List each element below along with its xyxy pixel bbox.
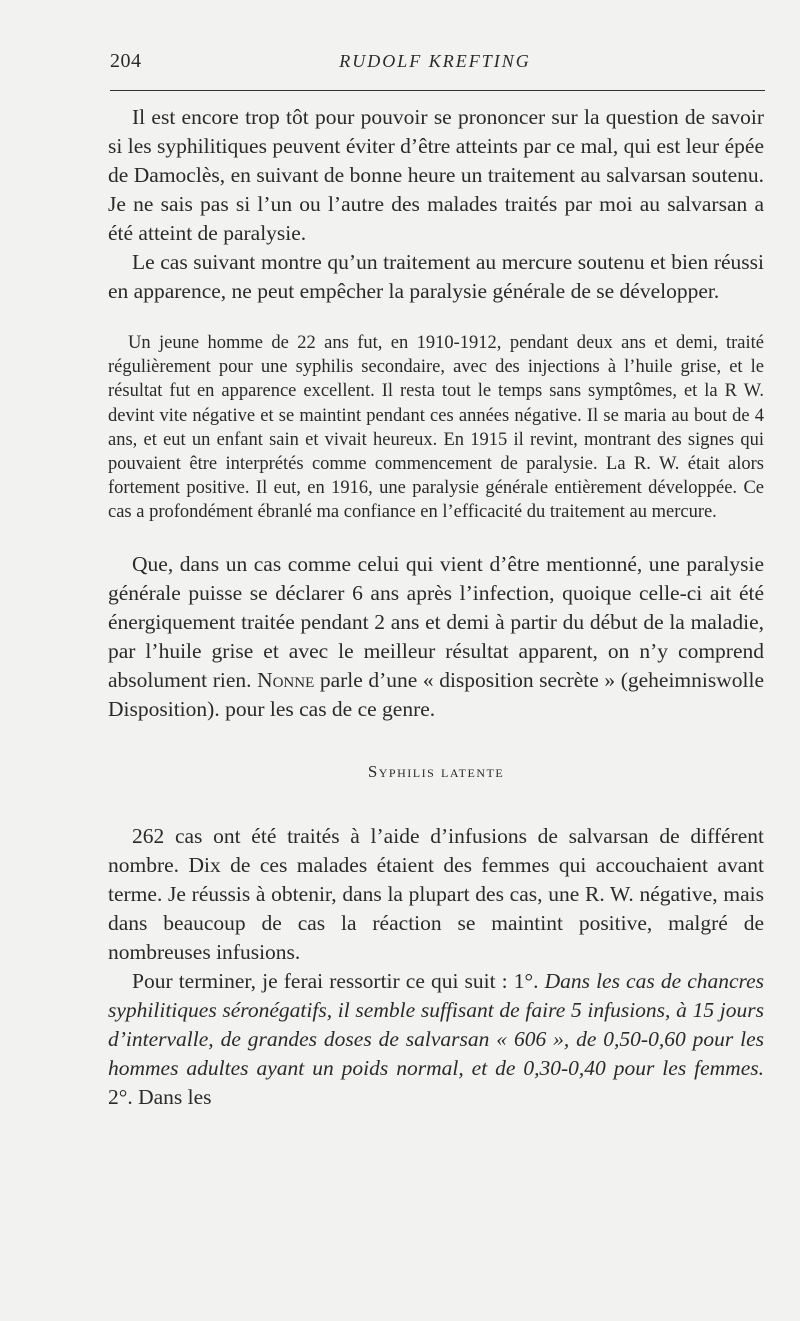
paragraph-1: Il est encore trop tôt pour pouvoir se prononcer sur la question de savoir si les syphilitiques peuvent éviter d’être atteints par ce mal, qui est leur épée de Damoclès, en suivant de bonne heure un traitement au salvarsan soutenu. Je ne sais pas si l’un ou l’autre des malades traités par moi au salvarsan a été atteint de paralysie.	[108, 105, 764, 245]
paragraph-5-italic: Dans les cas de chancres syphilitiques séronégatifs, il semble suffisant de faire 5 infusions, à 15 jours d’intervalle, de grandes doses de salvarsan « 606 », de 0,50-0,60 pour les hommes adultes ayant un poids normal, et de 0,30-0,40 pour les femmes.	[108, 968, 765, 1080]
paragraph-3-end: parle d’une « disposition secrète » (geheimniswolle Disposition). pour les cas de ce genre.	[108, 667, 765, 721]
section-title: Syphilis latente	[367, 761, 505, 781]
paragraph-5-start: Pour terminer, je ferai ressortir ce qui suit : 1°.	[132, 968, 539, 993]
header-rule	[110, 90, 765, 91]
page-body	[108, 103, 764, 1112]
paragraph-3	[108, 550, 764, 724]
page-number: 204	[110, 50, 142, 72]
paragraph-5	[108, 967, 764, 1112]
running-header: RUDOLF KREFTING	[339, 51, 531, 71]
paragraph-4: 262 cas ont été traités à l’aide d’infusions de salvarsan de différent nombre. Dix de ces malades étaient des femmes qui accouchaient avant terme. Je réussis à obtenir, dans la plupart des cas, une R. W. négative, mais dans beaucoup de cas la réaction se maintint positive, malgré de nombreuses infusions.	[108, 823, 764, 964]
author-name-nonne: Nonne	[257, 667, 315, 692]
case-report: Un jeune homme de 22 ans fut, en 1910-1912, pendant deux ans et demi, traité régulièrement pour une syphilis secondaire, avec des injections à l’huile grise, et le résultat fut en apparence excellent. Il resta tout le temps sans symptômes, et la R W. devint vite négative et se maintint pendant ces années négative. Il se maria au bout de 4 ans, et eut un enfant sain et vivait heureux. En 1915 il revint, montrant des signes qui pouvaient être interprétés comme commencement de paralysie. La R. W. était alors fortement positive. Il eut, en 1916, une paralysie générale entièrement développée. Ce cas a profondément ébranlé ma confiance en l’efficacité du traitement au mercure.	[108, 333, 764, 523]
paragraph-3-start: Que, dans un cas comme celui qui vient d’être mentionné, une paralysie générale puisse se déclarer 6 ans après l’infection, quoique celle-ci ait été énergiquement traitée pendant 2 ans et demi à partir du début de la maladie, par l’huile grise et avec le meilleur résultat apparent, on n’y comprend absolument rien.	[108, 551, 764, 692]
paragraph-2: Le cas suivant montre qu’un traitement au mercure soutenu et bien réussi en apparence, ne peut empêcher la paralysie générale de se développer.	[108, 250, 764, 303]
paragraph-5-end: 2°. Dans les	[108, 1084, 212, 1109]
